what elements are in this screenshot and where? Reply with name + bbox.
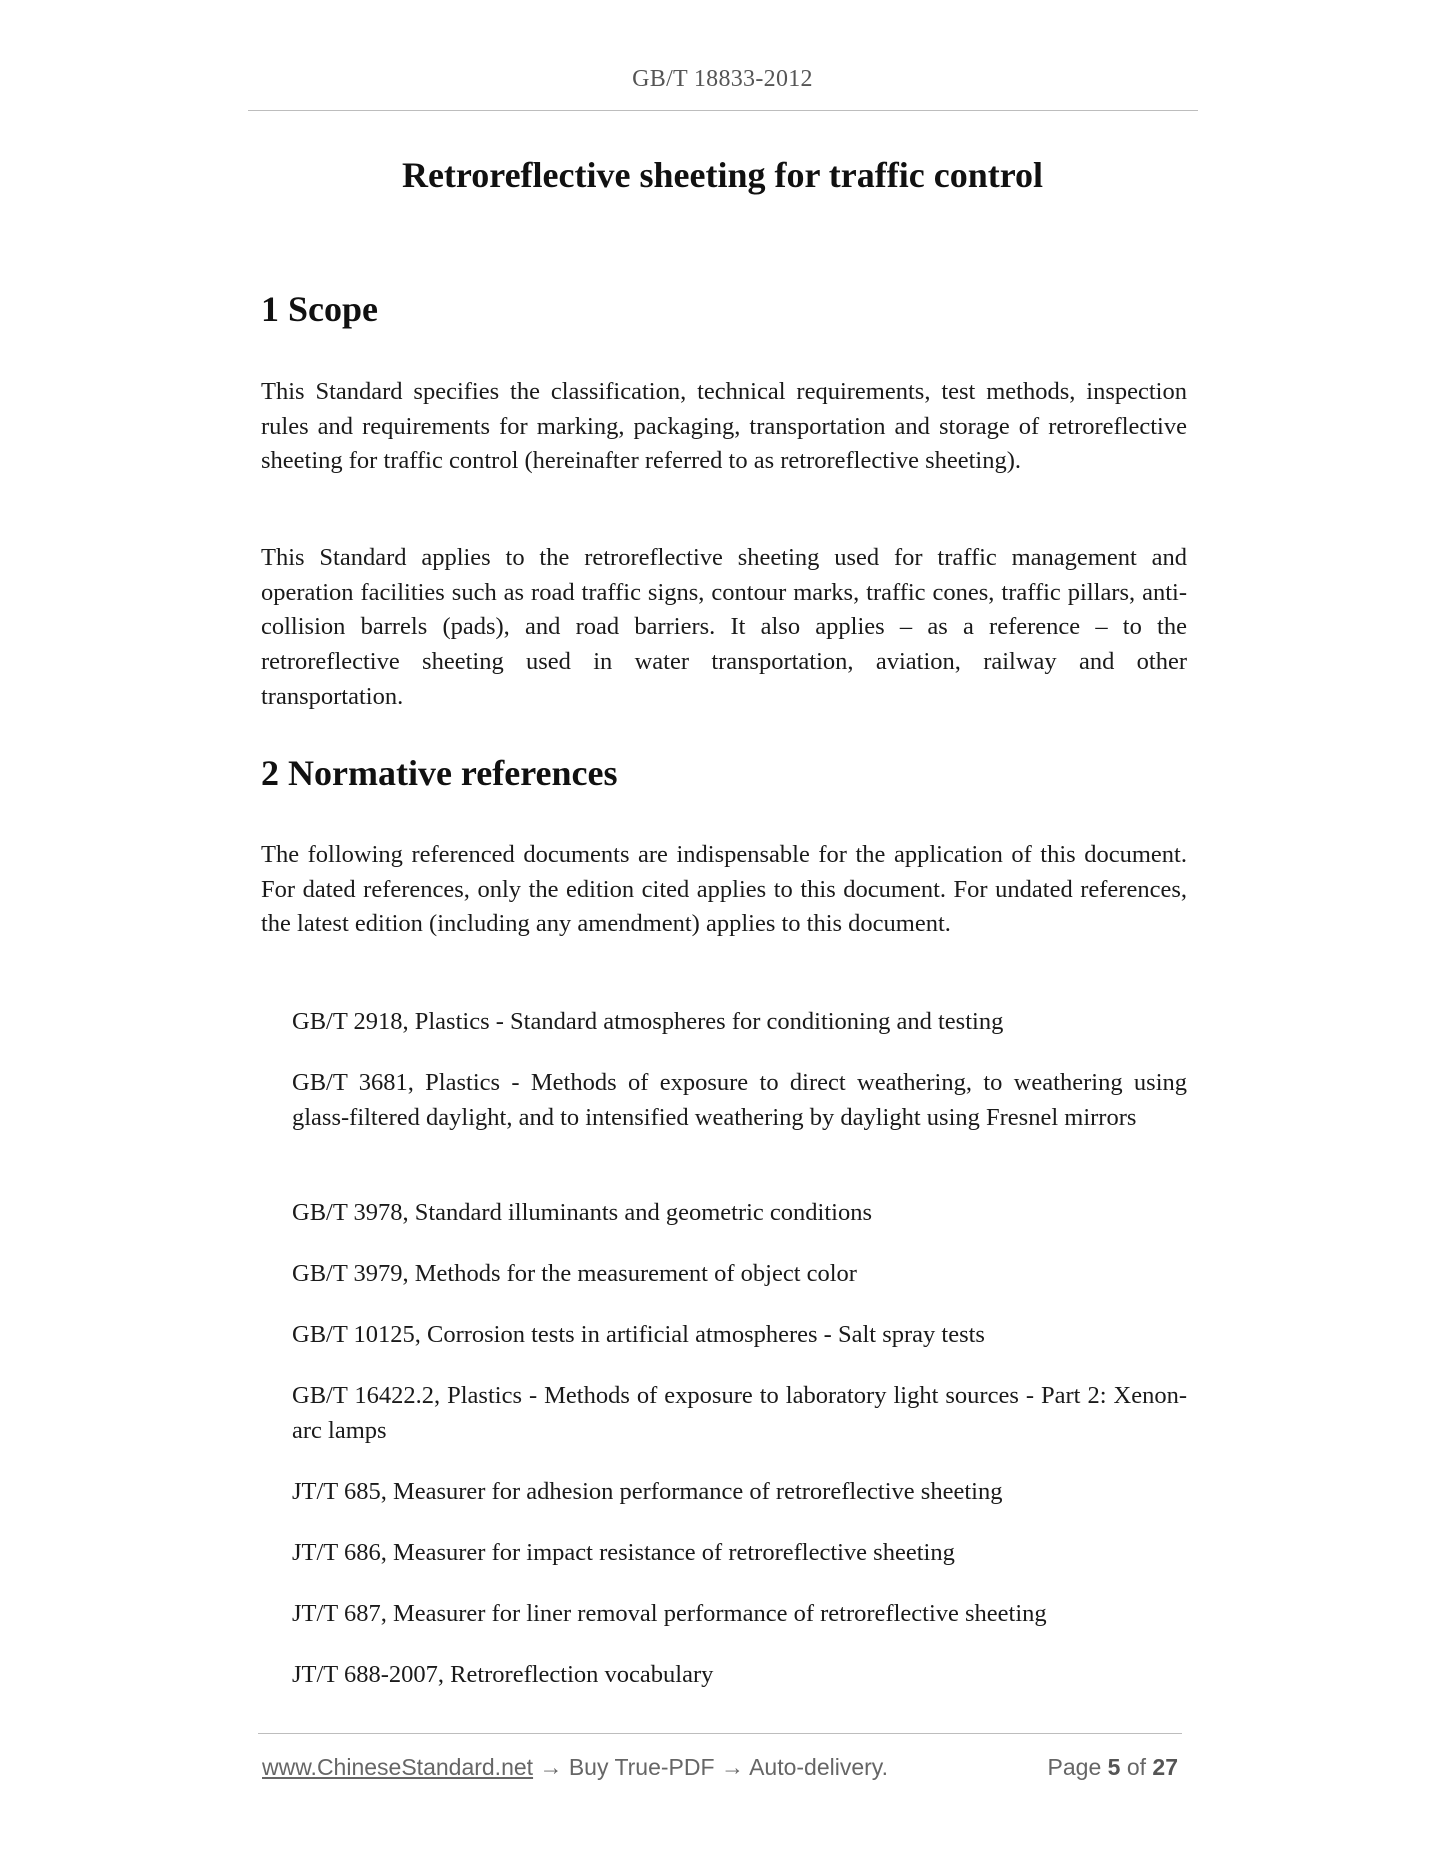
auto-delivery-text: Auto-delivery.	[749, 1754, 888, 1780]
page-total: 27	[1152, 1754, 1178, 1780]
arrow-right-icon: →	[539, 1754, 563, 1780]
reference-item: GB/T 3978, Standard illuminants and geometric conditions	[292, 1199, 872, 1226]
footer-divider	[258, 1733, 1182, 1734]
reference-item: GB/T 2918, Plastics - Standard atmospheres for conditioning and testing	[292, 1008, 1004, 1035]
scope-paragraph-1: This Standard specifies the classification, technical requirements, test methods, inspection rules and requirements for marking, packaging, transportation and storage of retroreflective sheeting for traffic control (hereinafter referred to as retroreflective sheeting).	[261, 378, 1187, 475]
page-label: Page	[1047, 1754, 1102, 1780]
reference-item: GB/T 3979, Methods for the measurement of object color	[292, 1260, 857, 1287]
header-doc-code: GB/T 18833-2012	[632, 66, 813, 92]
page-current: 5	[1107, 1754, 1121, 1780]
arrow-right-icon: →	[720, 1754, 744, 1780]
normative-intro-paragraph: The following referenced documents are indispensable for the application of this document. For dated references, only the edition cited applies to this document. For undated references, the latest edition (including any amendment) applies to this document.	[261, 841, 1187, 938]
section-heading-scope: 1 Scope	[261, 289, 378, 329]
page-of-label: of	[1126, 1754, 1147, 1780]
buy-true-pdf-text: Buy True-PDF	[568, 1754, 715, 1780]
reference-item: JT/T 687, Measurer for liner removal performance of retroreflective sheeting	[292, 1600, 1047, 1627]
document-title: Retroreflective sheeting for traffic control	[401, 155, 1044, 195]
section-heading-normative-references: 2 Normative references	[261, 753, 618, 793]
footer-promo	[262, 1754, 888, 1781]
site-link[interactable]: www.ChineseStandard.net	[262, 1754, 534, 1780]
reference-item: GB/T 16422.2, Plastics - Methods of exposure to laboratory light sources - Part 2: Xenon-arc lamps	[292, 1382, 1187, 1444]
reference-item: JT/T 686, Measurer for impact resistance of retroreflective sheeting	[292, 1539, 955, 1566]
scope-paragraph-2: This Standard applies to the retroreflective sheeting used for traffic management and operation facilities such as road traffic signs, contour marks, traffic cones, traffic pillars, anti-collision barrels (pads), and road barriers. It also applies – as a reference – to the retroreflective sheeting used in water transportation, aviation, railway and other transportation.	[261, 544, 1187, 710]
reference-item: GB/T 10125, Corrosion tests in artificial atmospheres - Salt spray tests	[292, 1321, 985, 1348]
reference-item: JT/T 688-2007, Retroreflection vocabulary	[292, 1661, 714, 1688]
reference-item: JT/T 685, Measurer for adhesion performance of retroreflective sheeting	[292, 1478, 1003, 1505]
header-divider	[248, 110, 1198, 111]
page-number	[1048, 1754, 1178, 1781]
reference-item: GB/T 3681, Plastics - Methods of exposure to direct weathering, to weathering using glass-filtered daylight, and to intensified weathering by daylight using Fresnel mirrors	[292, 1069, 1187, 1131]
